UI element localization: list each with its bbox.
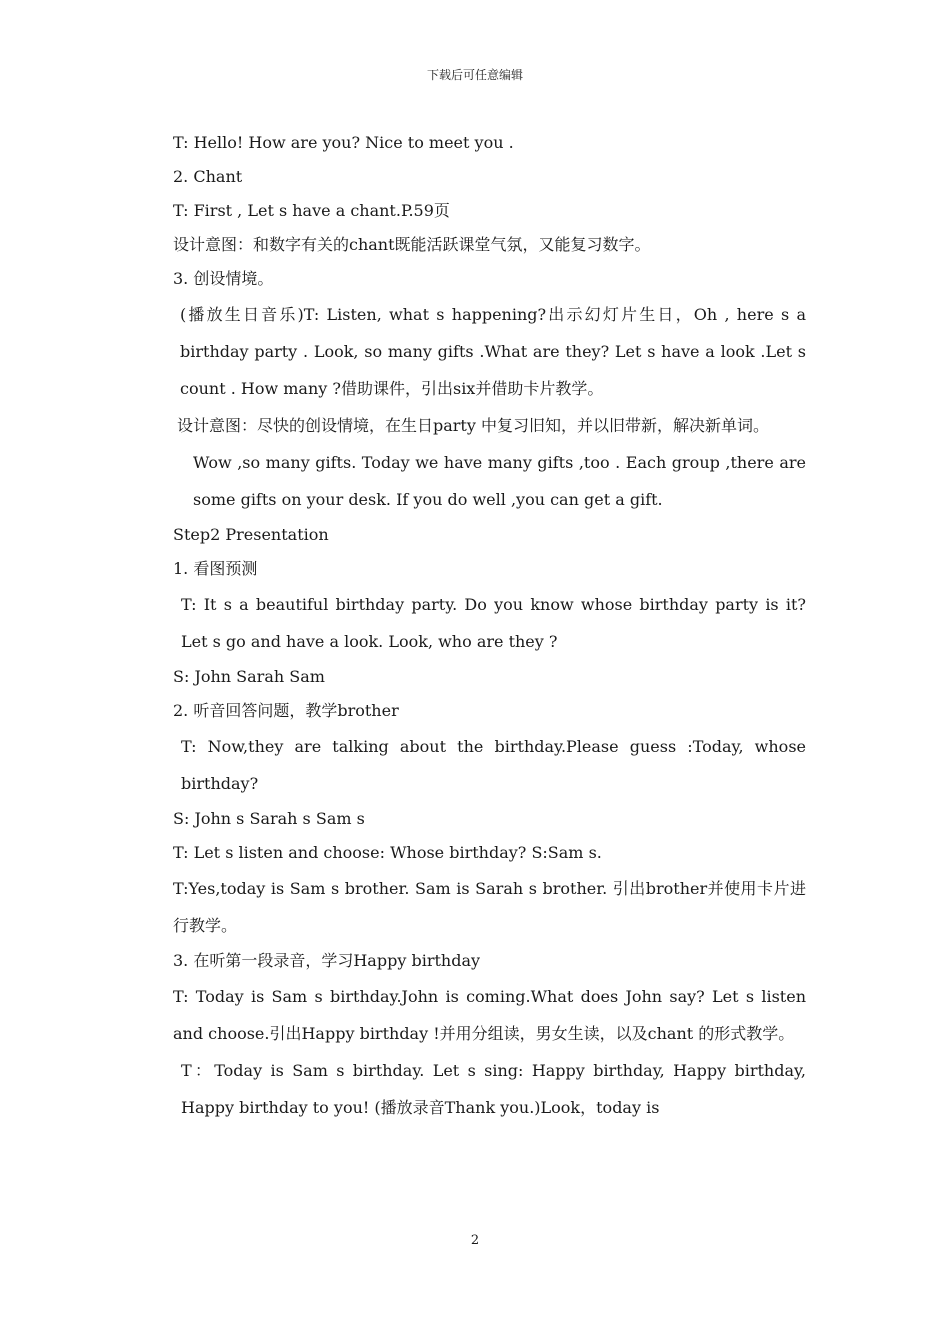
paragraph: T:Yes,today is Sam s brother. Sam is Sarah s brother. 引出brother并使用卡片进行教学。 — [173, 879, 806, 935]
paragraph: Wow ,so many gifts. Today we have many gifts ,too . Each group ,there are some gifts on your desk. If you do well ,you can get a gift. — [193, 453, 806, 509]
paragraph: T: It s a beautiful birthday party. Do you know whose birthday party is it? Let s go and have a look. Look, who are they ? — [181, 595, 806, 651]
paragraph: 3. 创设情境。 — [173, 269, 274, 288]
paragraph: T: Hello! How are you? Nice to meet you . — [173, 133, 514, 152]
paragraph: 设计意图：尽快的创设情境，在生日party 中复习旧知，并以旧带新，解决新单词。 — [177, 416, 769, 435]
paragraph: T: Now,they are talking about the birthday.Please guess :Today, whose birthday? — [181, 737, 806, 793]
paragraph: Step2 Presentation — [173, 525, 329, 544]
paragraph: 设计意图：和数字有关的chant既能活跃课堂气氛，又能复习数字。 — [173, 235, 651, 254]
document-body — [144, 126, 806, 1126]
paragraph: S: John s Sarah s Sam s — [173, 809, 365, 828]
paragraph: (播放生日音乐)T: Listen, what s happening?出示幻灯片生日，Oh , here s a birthday party . Look, so many gifts .What are they? Let s have a look .Let s count . How many ?借助课件，引出six并借助卡片教学。 — [180, 305, 806, 398]
paragraph: 2. 听音回答问题，教学brother — [173, 701, 399, 720]
paragraph: T: Today is Sam s birthday.John is coming.What does John say? Let s listen and choose.引出Happy birthday !并用分组读，男女生读，以及chant 的形式教学。 — [173, 987, 806, 1043]
paragraph: T: Let s listen and choose: Whose birthday? S:Sam s. — [173, 843, 602, 862]
page-number: 2 — [470, 1233, 480, 1248]
paragraph: 2. Chant — [173, 167, 243, 186]
paragraph: T: First , Let s have a chant.P.59页 — [173, 201, 450, 220]
paragraph: S: John Sarah Sam — [173, 667, 325, 686]
paragraph: 1. 看图预测 — [173, 559, 258, 578]
paragraph: T：Today is Sam s birthday. Let s sing: Happy birthday, Happy birthday, Happy birthday to you! (播放录音Thank you.)Look，today is — [181, 1061, 806, 1117]
page-header: 下载后可任意编辑 — [426, 68, 523, 82]
paragraph: 3. 在听第一段录音，学习Happy birthday — [173, 951, 481, 970]
